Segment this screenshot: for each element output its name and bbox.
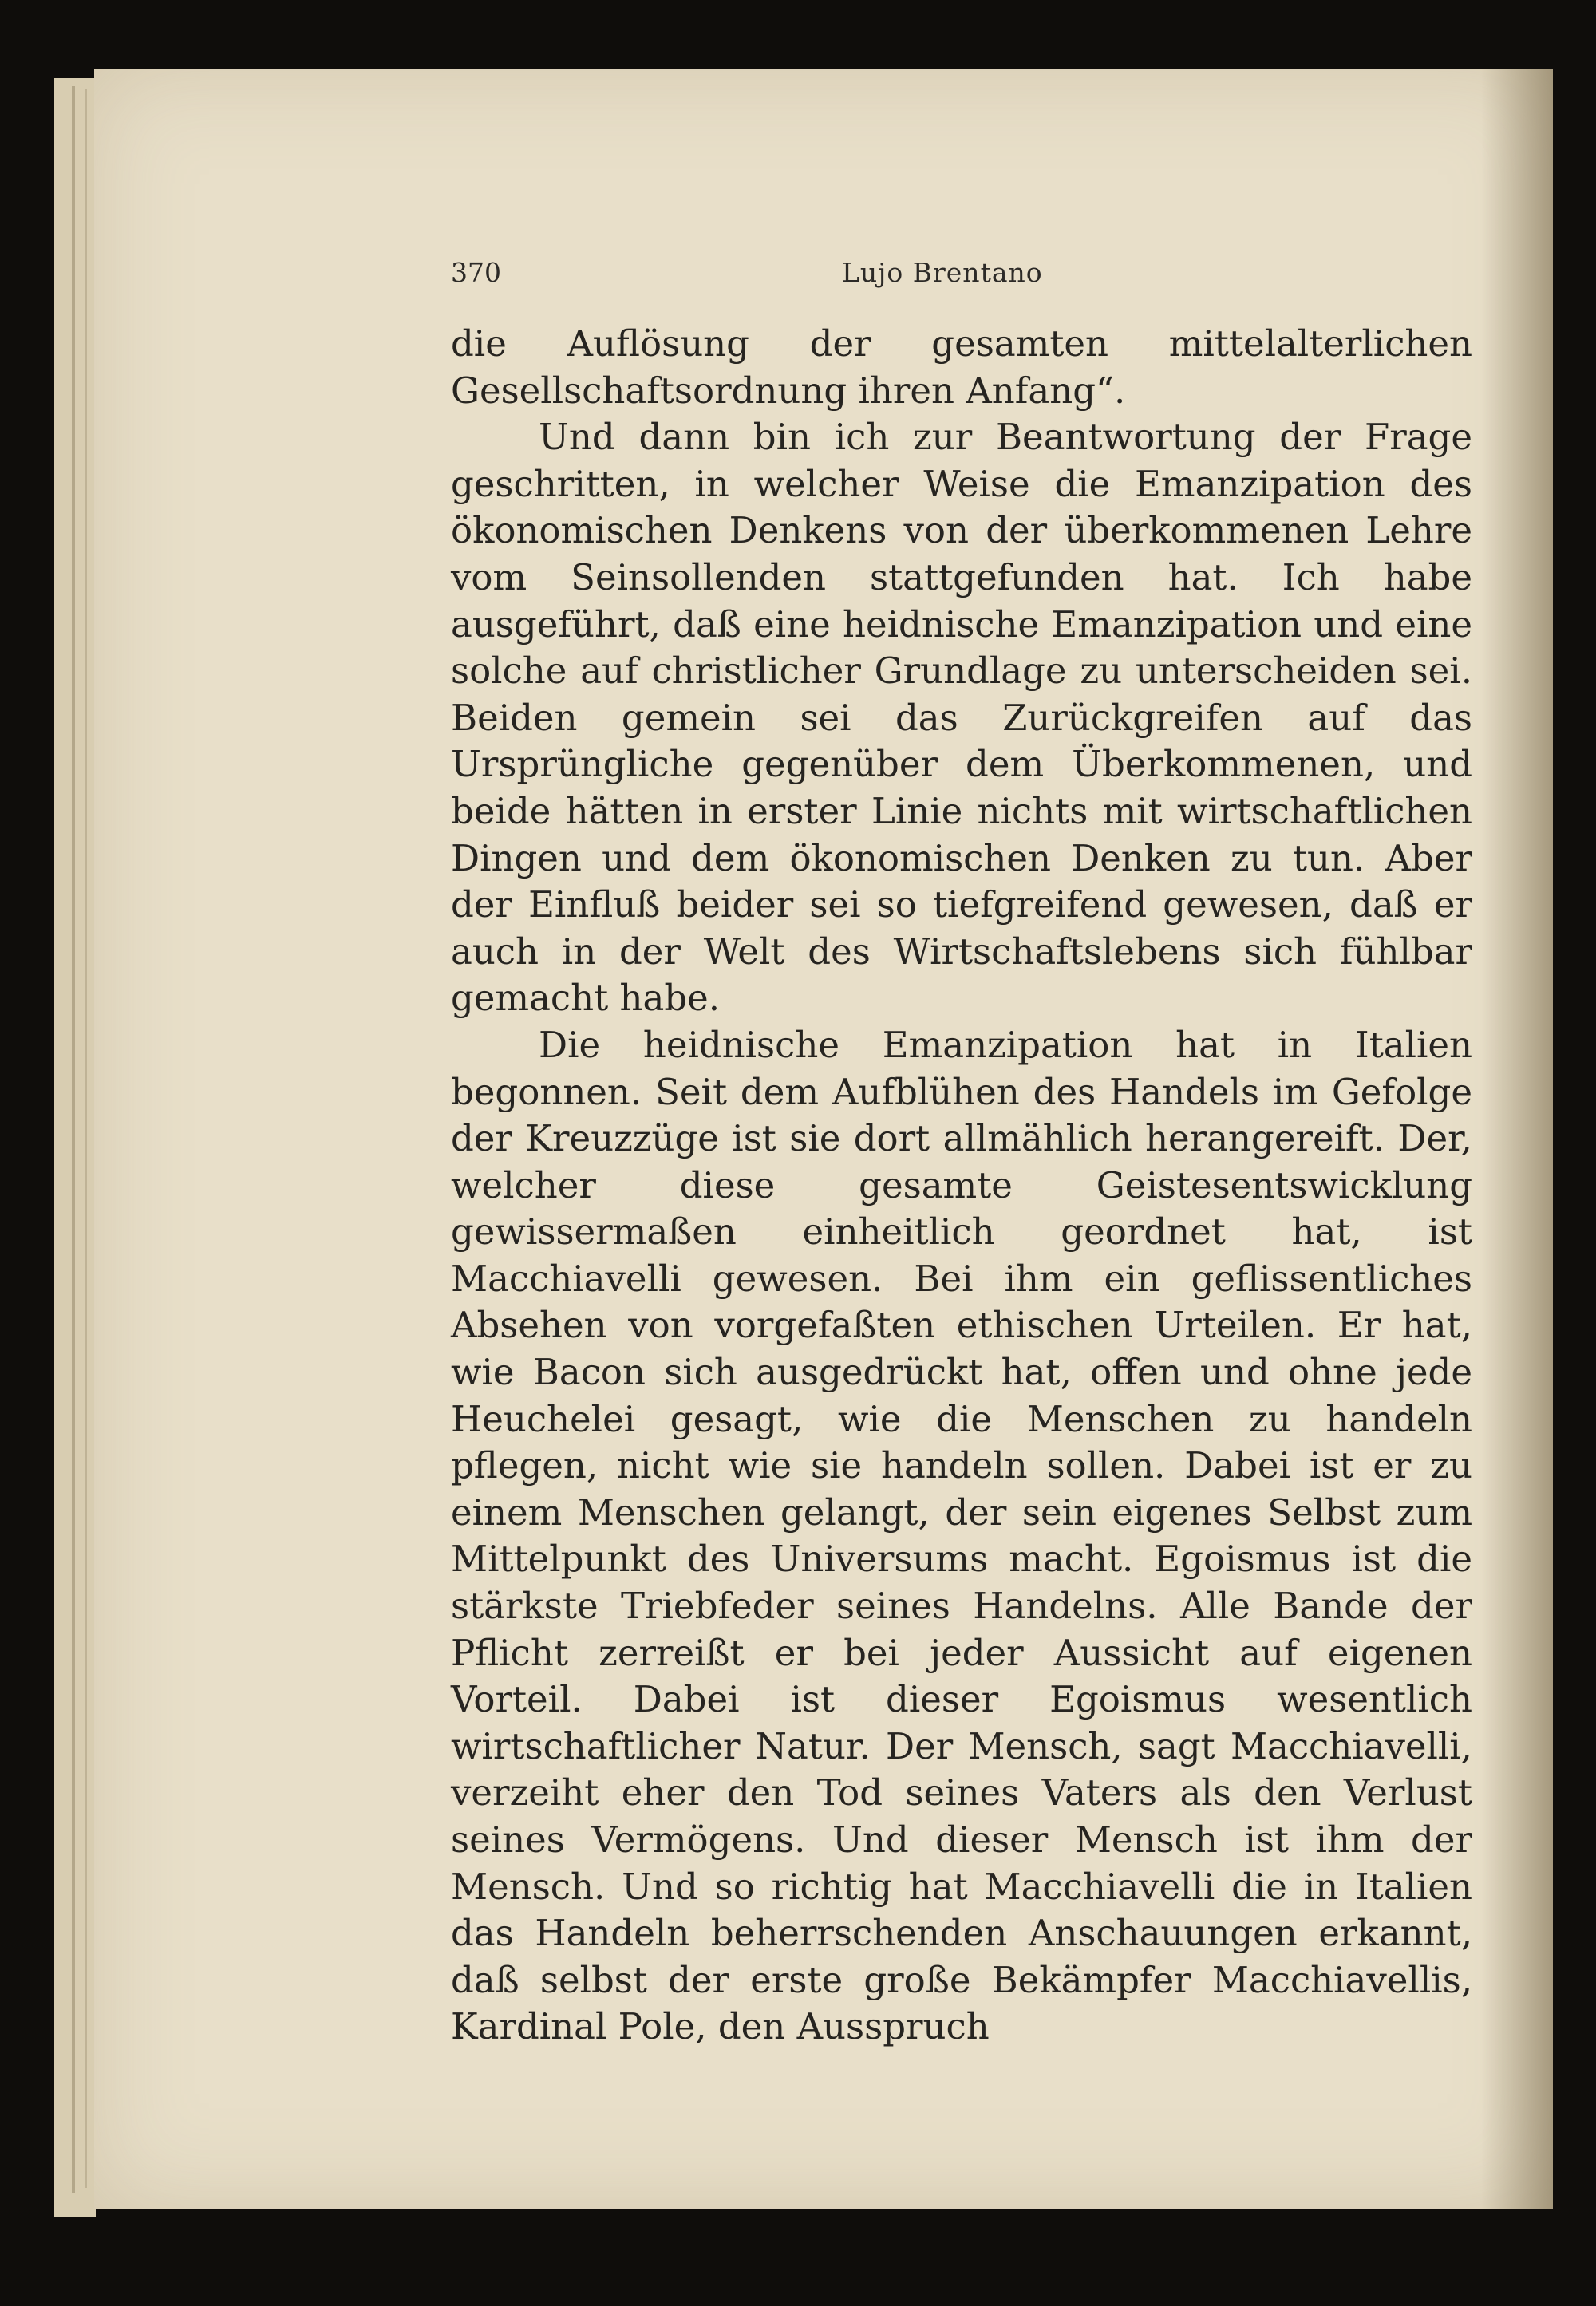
paragraph-3: Die heidnische Emanzipation hat in Italien begonnen. Seit dem Aufblühen des Handels im Gefolge der Kreuzzüge ist sie dort allmählich herangereift. Der, welcher diese gesamte Geistesentswicklung gewissermaßen einheitlich geordnet hat, ist Macchiavelli gewesen. Bei ihm ein geflissentliches Absehen von vorgefaßten ethischen Urteilen. Er hat, wie Bacon sich ausgedrückt hat, offen und ohne jede Heuchelei gesagt, wie die Menschen zu handeln pflegen, nicht wie sie handeln sollen. Dabei ist er zu einem Menschen gelangt, der sein eigenes Selbst zum Mittelpunkt des Universums macht. Egoismus ist die stärkste Triebfeder seines Handelns. Alle Bande der Pflicht zerreißt er bei jeder Aussicht auf eigenen Vorteil. Dabei ist dieser Egoismus wesentlich wirtschaftlicher Natur. Der Mensch, sagt Macchiavelli, verzeiht eher den Tod seines Vaters als den Verlust seines Vermögens. Und dieser Mensch ist ihm der Mensch. Und so richtig hat Macchiavelli die in Italien das Handeln beherrschenden Anschauungen erkannt, daß selbst der erste große Bekämpfer Macchiavellis, Kardinal Pole, den Ausspruch (451, 1023, 1472, 2048)
page-header (451, 257, 1472, 297)
body-text (451, 321, 1472, 2051)
page-number: 370 (451, 257, 501, 288)
gutter-shadow (1481, 69, 1553, 2209)
running-head: Lujo Brentano (842, 257, 1043, 288)
paragraph-2: Und dann bin ich zur Beantwortung der Frage geschritten, in welcher Weise die Emanzipation des ökonomischen Denkens von der überkommenen Lehre vom Seinsollenden stattgefunden hat. Ich habe ausgeführt, daß eine heidnische Emanzipation und eine solche auf christlicher Grundlage zu unterscheiden sei. Beiden gemein sei das Zurückgreifen auf das Ursprüngliche gegenüber dem Überkommenen, und beide hätten in erster Linie nichts mit wirtschaftlichen Dingen und dem ökonomischen Denken zu tun. Aber der Einfluß beider sei so tiefgreifend gewesen, daß er auch in der Welt des Wirtschaftslebens sich fühlbar gemacht habe. (451, 416, 1472, 1020)
paragraph-1: die Auflösung der gesamten mittelalterlichen Gesellschaftsordnung ihren Anfang“. (451, 322, 1472, 412)
